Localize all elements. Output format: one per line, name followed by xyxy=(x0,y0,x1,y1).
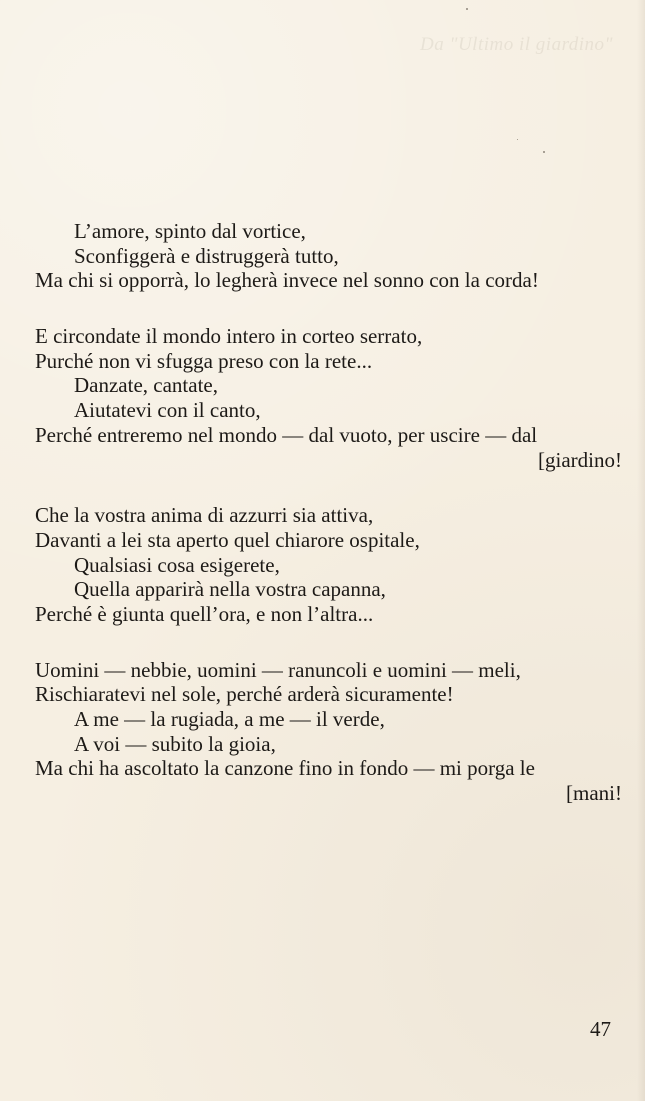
poem-line: Perché entreremo nel mondo — dal vuoto, per uscire — dal xyxy=(35,422,538,447)
poem-line: E circondate il mondo intero in corteo serrato, xyxy=(35,324,423,349)
stanza xyxy=(0,503,645,626)
poem-line: Perché è giunta quell’ora, e non l’altra... xyxy=(35,601,374,626)
poem-line: L’amore, spinto dal vortice, xyxy=(74,219,306,243)
paper-speck xyxy=(517,139,518,140)
poem-line: Uomini — nebbie, uomini — ranuncoli e uomini — meli, xyxy=(35,657,521,682)
stanza xyxy=(0,658,645,806)
page-edge-shadow xyxy=(637,0,645,1101)
poem-line: A me — la rugiada, a me — il verde, xyxy=(74,707,385,731)
poem-line: Purché non vi sfugga preso con la rete... xyxy=(35,348,373,373)
paper-speck xyxy=(466,8,468,10)
stanza xyxy=(0,324,645,472)
poem-line: Rischiaratevi nel sole, perché arderà sicuramente! xyxy=(35,682,454,707)
paper-speck xyxy=(543,151,545,153)
poem-line: Sconfiggerà e distruggerà tutto, xyxy=(74,243,339,268)
poem-line-continuation: [giardino! xyxy=(538,447,622,472)
poem-text xyxy=(0,219,645,806)
poem-line: Davanti a lei sta aperto quel chiarore ospitale, xyxy=(35,527,420,552)
bleed-through-header: Da "Ultimo il giardino" xyxy=(420,34,614,55)
stanza xyxy=(0,219,645,293)
poem-line: Qualsiasi cosa esigerete, xyxy=(74,552,280,577)
poem-line: Che la vostra anima di azzurri sia attiva, xyxy=(35,503,374,528)
stanza-gap xyxy=(0,627,645,658)
poem-line: Ma chi si opporrà, lo legherà invece nel sonno con la corda! xyxy=(35,268,539,293)
page-number: 47 xyxy=(590,1017,611,1041)
poem-line: Quella apparirà nella vostra capanna, xyxy=(74,577,386,602)
poem-line: Danzate, cantate, xyxy=(74,373,218,398)
stanza-gap xyxy=(0,293,645,324)
poem-line: A voi — subito la gioia, xyxy=(74,731,276,756)
stanza-gap xyxy=(0,472,645,503)
poem-line: Aiutatevi con il canto, xyxy=(74,398,261,423)
poem-line-continuation: [mani! xyxy=(566,781,622,806)
poem-line: Ma chi ha ascoltato la canzone fino in fondo — mi porga le xyxy=(35,756,535,781)
